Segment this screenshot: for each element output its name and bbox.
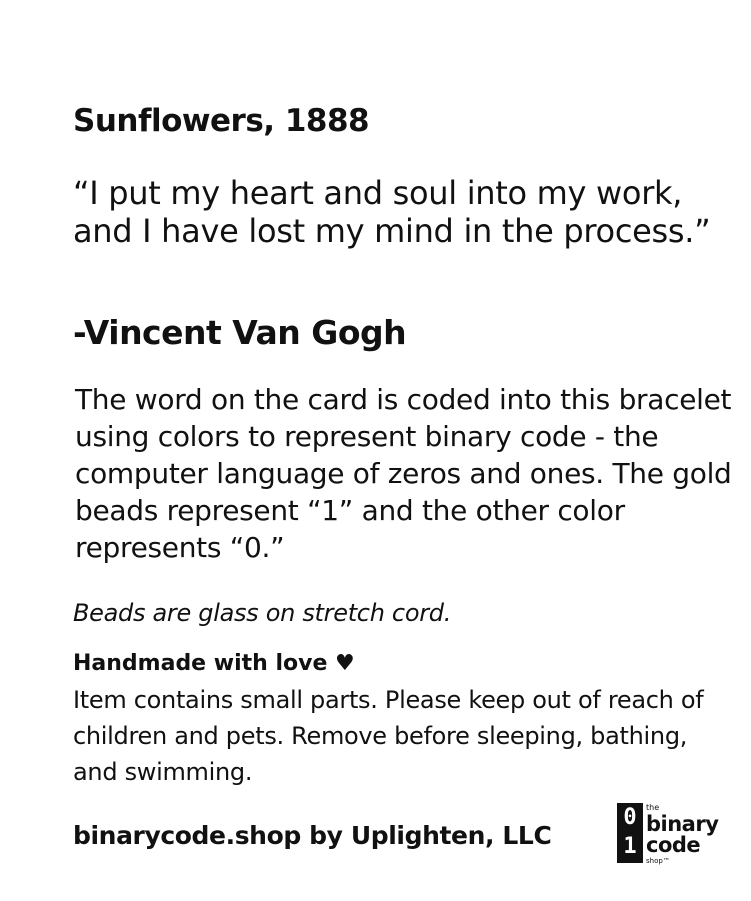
logo-digit-block [617,803,643,863]
logo-digit-one: 1 [623,834,637,859]
bracelet-description: The word on the card is coded into this bracelet using colors to represent binary code - the computer language of zeros and ones. The gold beads represent “1” and the other color represents “0.” [75,383,732,564]
logo-shop: shop™ [646,857,670,865]
artwork-title: Sunflowers, 1888 [73,103,370,139]
logo-digit-zero: 0 [623,805,637,830]
safety-warning: Item contains small parts. Please keep out of reach of children and pets. Remove before sleeping, bathing, and swimming. [73,686,704,786]
materials-note: Beads are glass on stretch cord. [73,599,452,627]
footer-brand: binarycode.shop by Uplighten, LLC [73,821,552,850]
binary-code-shop-logo [617,803,729,865]
logo-code: code [646,833,701,857]
logo-binary: binary [646,812,719,836]
quote-author: -Vincent Van Gogh [73,313,407,352]
handmade-heading: Handmade with love ♥ [73,651,355,676]
quote-text: “I put my heart and soul into my work, and I have lost my mind in the process.” [73,174,711,250]
logo-the: the [646,803,660,812]
